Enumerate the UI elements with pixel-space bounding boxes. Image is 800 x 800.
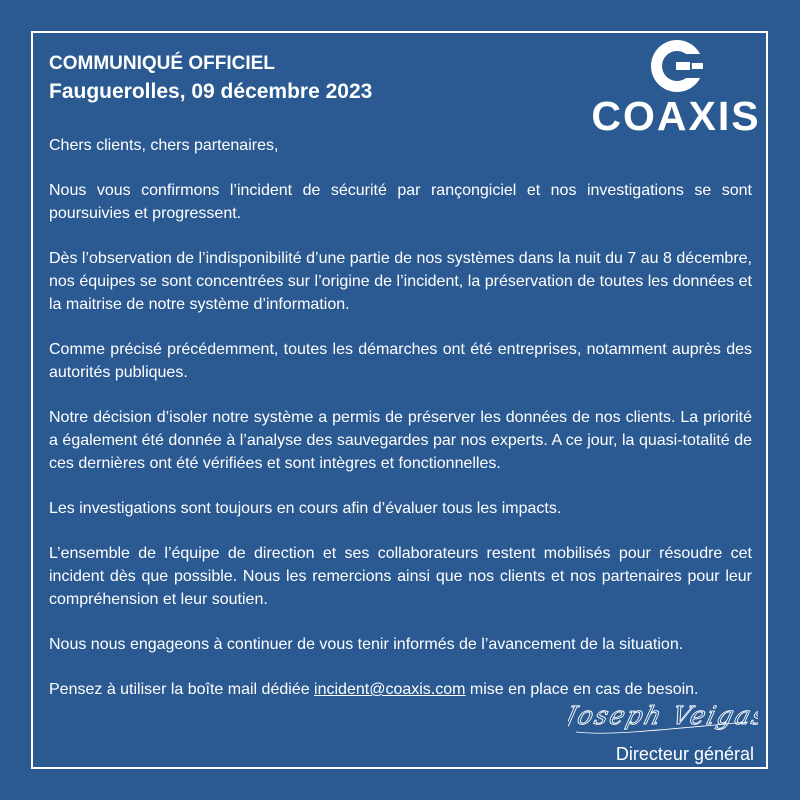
paragraph-3: Comme précisé précédemment, toutes les démarches ont été entreprises, notamment auprès des autorités publiques. bbox=[49, 341, 752, 381]
page-title: COMMUNIQUÉ OFFICIEL bbox=[49, 53, 275, 74]
paragraph-8-after: mise en place en cas de besoin. bbox=[465, 681, 699, 698]
company-logo bbox=[590, 36, 762, 136]
paragraph-6: L’ensemble de l’équipe de direction et ses collaborateurs restent mobilisés pour résoudre cet incident dès que possible. Nous les remercions ainsi que nos clients et nos partenaires pour leur compréhension et leur soutien. bbox=[49, 545, 752, 608]
location-date: Fauguerolles, 09 décembre 2023 bbox=[49, 80, 373, 103]
signature-name: Joseph Veigas bbox=[568, 700, 758, 730]
greeting: Chers clients, chers partenaires, bbox=[49, 137, 279, 154]
incident-email-link[interactable]: incident@coaxis.com bbox=[314, 681, 466, 698]
paragraph-5: Les investigations sont toujours en cours afin d’évaluer tous les impacts. bbox=[49, 500, 562, 517]
coaxis-c-logo-icon bbox=[590, 36, 762, 136]
paragraph-8-before: Pensez à utiliser la boîte mail dédiée bbox=[49, 681, 315, 698]
signatory-title: Directeur général bbox=[615, 744, 754, 764]
logo-wordmark: COAXIS bbox=[591, 93, 761, 136]
paragraph-4: Notre décision d’isoler notre système a permis de préserver les données de nos clients. La priorité a également été donnée à l’analyse des sauvegardes par nos experts. A ce jour, la quasi-totalité de ces dernières ont été vérifiées et sont intègres et fonctionnelles. bbox=[49, 409, 752, 472]
handwritten-signature bbox=[568, 692, 758, 740]
paragraph-1: Nous vous confirmons l’incident de sécurité par rançongiciel et nos investigations se sont poursuivies et progressent. bbox=[49, 182, 752, 222]
paragraph-2: Dès l’observation de l’indisponibilité d’une partie de nos systèmes dans la nuit du 7 au 8 décembre, nos équipes se sont concentrées sur l’origine de l’incident, la préservation de toutes les données et la maitrise de notre système d’information. bbox=[49, 250, 752, 313]
communique-body bbox=[49, 134, 752, 723]
header bbox=[49, 50, 372, 106]
paragraph-7: Nous nous engageons à continuer de vous tenir informés de l’avancement de la situation. bbox=[49, 636, 684, 653]
